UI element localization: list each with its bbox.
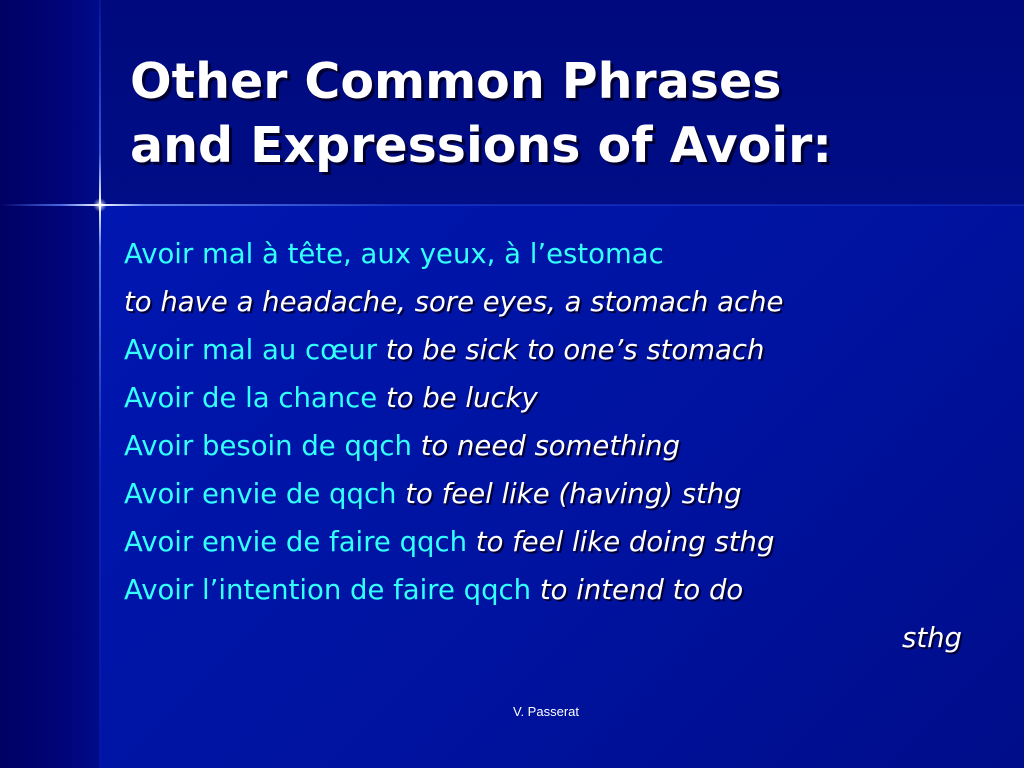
french-phrase: Avoir l’intention de faire qqch [124,574,532,606]
english-translation: to be lucky [385,382,538,414]
phrase-item-continuation [124,614,1014,662]
english-translation: to need something [420,430,681,462]
title-line-1: Other Common Phrases [130,53,782,110]
sparkle-icon [93,198,107,212]
french-phrase: Avoir mal au cœur [124,334,378,366]
phrase-item [124,518,1014,566]
french-phrase: Avoir envie de qqch [124,478,397,510]
french-phrase: Avoir envie de faire qqch [124,526,468,558]
english-translation: to feel like (having) sthg [405,478,742,510]
phrase-item [124,422,1014,470]
english-translation: to have a headache, sore eyes, a stomach ache [124,286,784,318]
phrase-item [124,374,1014,422]
slide-title [130,50,1010,178]
phrase-item [124,230,1014,278]
phrase-item [124,470,1014,518]
horizontal-accent-line [0,204,1024,206]
french-phrase: Avoir besoin de qqch [124,430,412,462]
footer-author: V. Passerat [512,704,579,719]
left-band [0,0,100,768]
english-translation: to feel like doing sthg [475,526,775,558]
english-continuation: sthg [902,622,962,654]
phrase-item [124,278,1014,326]
phrase-item [124,566,1014,614]
french-phrase: Avoir de la chance [124,382,378,414]
title-line-2: and Expressions of Avoir: [130,117,832,174]
english-translation: to be sick to one’s stomach [385,334,765,366]
french-phrase: Avoir mal à tête, aux yeux, à l’estomac [124,238,664,270]
phrase-list [124,230,1014,662]
phrase-item [124,326,1014,374]
vertical-accent-line [99,0,101,768]
english-translation: to intend to do [539,574,744,606]
